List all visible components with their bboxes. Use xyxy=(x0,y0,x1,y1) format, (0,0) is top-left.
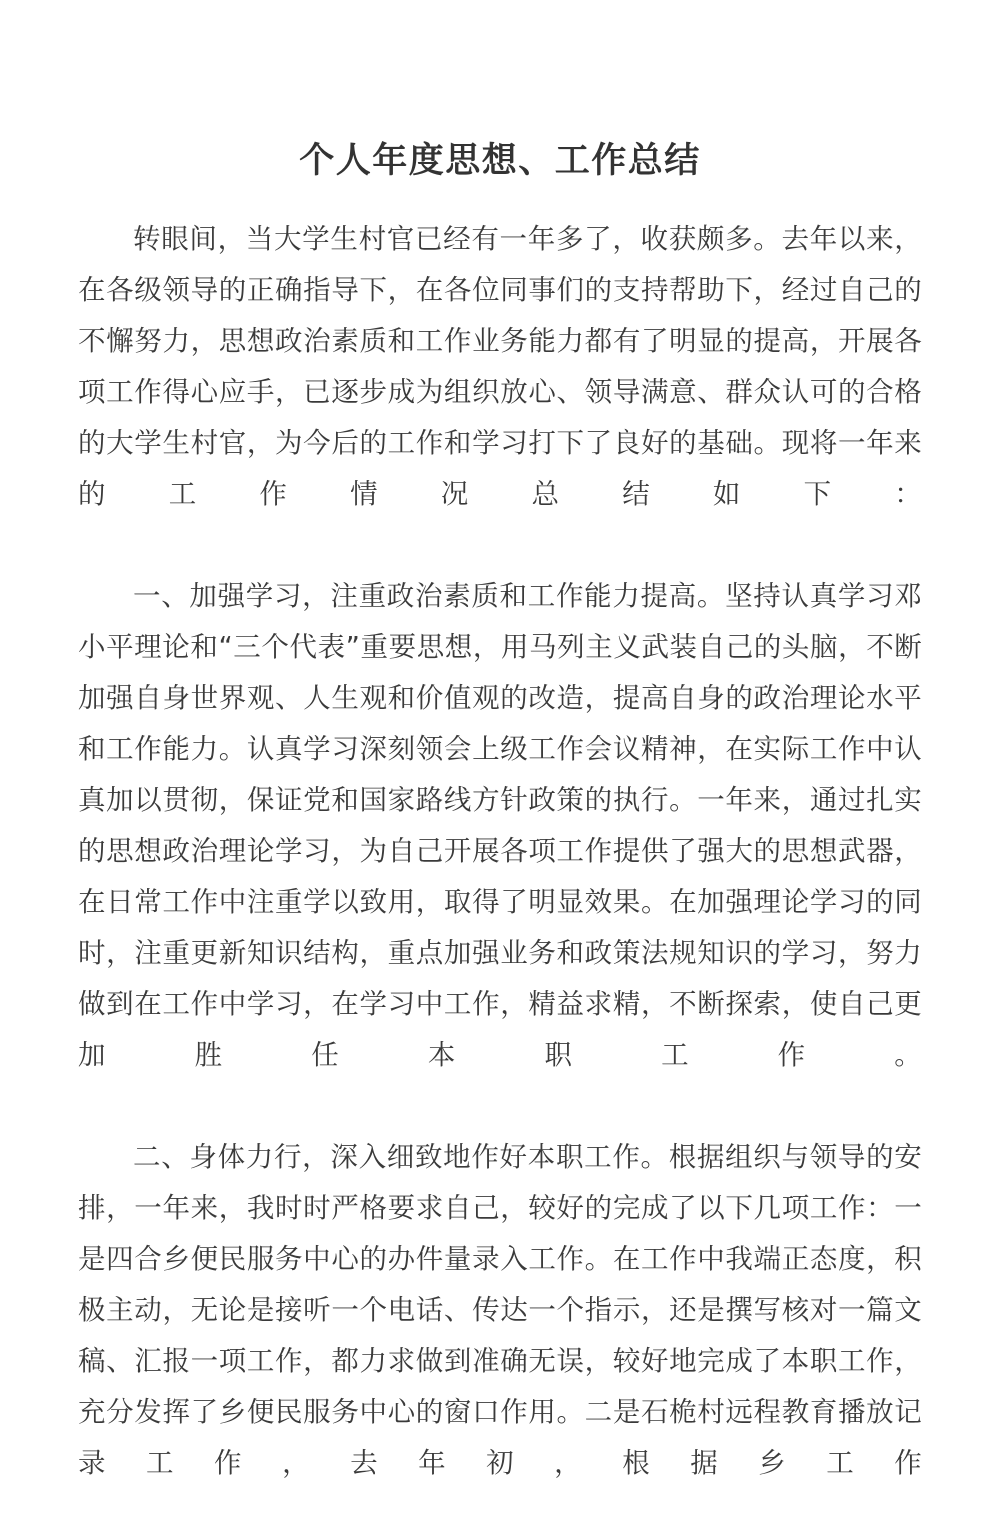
document-body xyxy=(78,214,922,1540)
paragraph-section-one: 一、加强学习，注重政治素质和工作能力提高。坚持认真学习邓小平理论和“三个代表”重要思想，用马列主义武装自己的头脑，不断加强自身世界观、人生观和价值观的改造，提高自身的政治理论水平和工作能力。认真学习深刻领会上级工作会议精神，在实际工作中认真加以贯彻，保证党和国家路线方针政策的执行。一年来，通过扎实的思想政治理论学习，为自己开展各项工作提供了强大的思想武器，在日常工作中注重学以致用，取得了明显效果。在加强理论学习的同时，注重更新知识结构，重点加强业务和政策法规知识的学习，努力做到在工作中学习，在学习中工作，精益求精，不断探索，使自己更加胜任本职工作。 xyxy=(78,580,922,1071)
page-title: 个人年度思想、工作总结 xyxy=(299,141,701,181)
paragraph-section-two: 二、身体力行，深入细致地作好本职工作。根据组织与领导的安排，一年来，我时时严格要求自己，较好的完成了以下几项工作：一是四合乡便民服务中心的办件量录入工作。在工作中我端正态度，积极主动，无论是接听一个电话、传达一个指示，还是撰写核对一篇文稿、汇报一项工作，都力求做到准确无误，较好地完成了本职工作，充分发挥了乡便民服务中心的窗口作用。二是石桅村远程教育播放记录工作，去年初，根据乡工作 xyxy=(78,1141,922,1479)
paragraph-intro: 转眼间，当大学生村官已经有一年多了，收获颇多。去年以来，在各级领导的正确指导下，在各位同事们的支持帮助下，经过自己的不懈努力，思想政治素质和工作业务能力都有了明显的提高，开展各项工作得心应手，已逐步成为组织放心、领导满意、群众认可的合格的大学生村官，为今后的工作和学习打下了良好的基础。现将一年来的工作情况总结如下： xyxy=(78,223,922,510)
